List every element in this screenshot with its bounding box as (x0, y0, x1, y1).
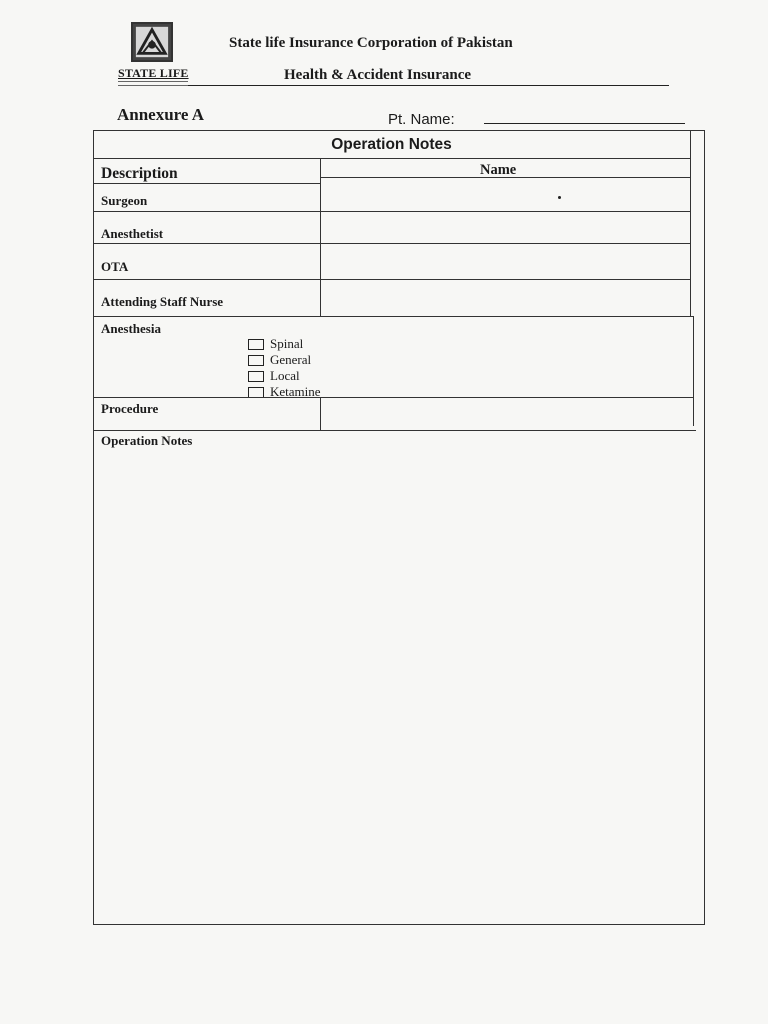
divider (93, 279, 690, 280)
row-label-anesthetist: Anesthetist (101, 226, 164, 241)
patient-name-label: Pt. Name: (388, 111, 455, 128)
brand-name: STATE LIFE (118, 66, 189, 80)
row-label-procedure: Procedure (101, 401, 159, 416)
organization-title: State life Insurance Corporation of Pakistan (229, 35, 513, 51)
anesthesia-option-spinal[interactable] (248, 337, 303, 351)
row-label-operation-notes: Operation Notes (101, 433, 193, 448)
ink-speck (558, 196, 561, 199)
divider (93, 430, 696, 431)
row-label-anesthesia: Anesthesia (101, 321, 161, 336)
divider (93, 211, 690, 212)
annexure-label: Annexure A (117, 105, 205, 124)
column-divider (690, 130, 691, 316)
option-label: Local (270, 368, 300, 383)
checkbox[interactable] (248, 387, 264, 398)
divider (93, 316, 693, 317)
divider (93, 183, 320, 184)
column-divider (320, 158, 321, 316)
option-label: Ketamine (270, 384, 321, 399)
row-label-ota: OTA (101, 259, 129, 274)
state-life-logo (131, 22, 173, 62)
checkbox[interactable] (248, 355, 264, 366)
anesthesia-option-general[interactable] (248, 353, 311, 367)
divider (320, 177, 690, 178)
header-rule (188, 85, 669, 86)
brand-tagline-rule (118, 81, 188, 86)
anesthesia-option-local[interactable] (248, 369, 300, 383)
divider (93, 397, 694, 398)
column-header-description: Description (101, 165, 178, 182)
checkbox[interactable] (248, 339, 264, 350)
divider (93, 243, 690, 244)
column-divider (693, 316, 694, 426)
organization-subtitle: Health & Accident Insurance (284, 67, 472, 83)
form-title: Operation Notes (331, 136, 452, 153)
column-header-name: Name (480, 162, 517, 178)
patient-name-field[interactable] (484, 123, 685, 124)
operation-notes-area[interactable] (97, 452, 697, 920)
row-label-surgeon: Surgeon (101, 193, 148, 208)
column-divider (320, 397, 321, 430)
checkbox[interactable] (248, 371, 264, 382)
option-label: General (270, 352, 312, 367)
option-label: Spinal (270, 336, 304, 351)
divider (93, 158, 690, 159)
row-label-staff-nurse: Attending Staff Nurse (101, 294, 224, 309)
